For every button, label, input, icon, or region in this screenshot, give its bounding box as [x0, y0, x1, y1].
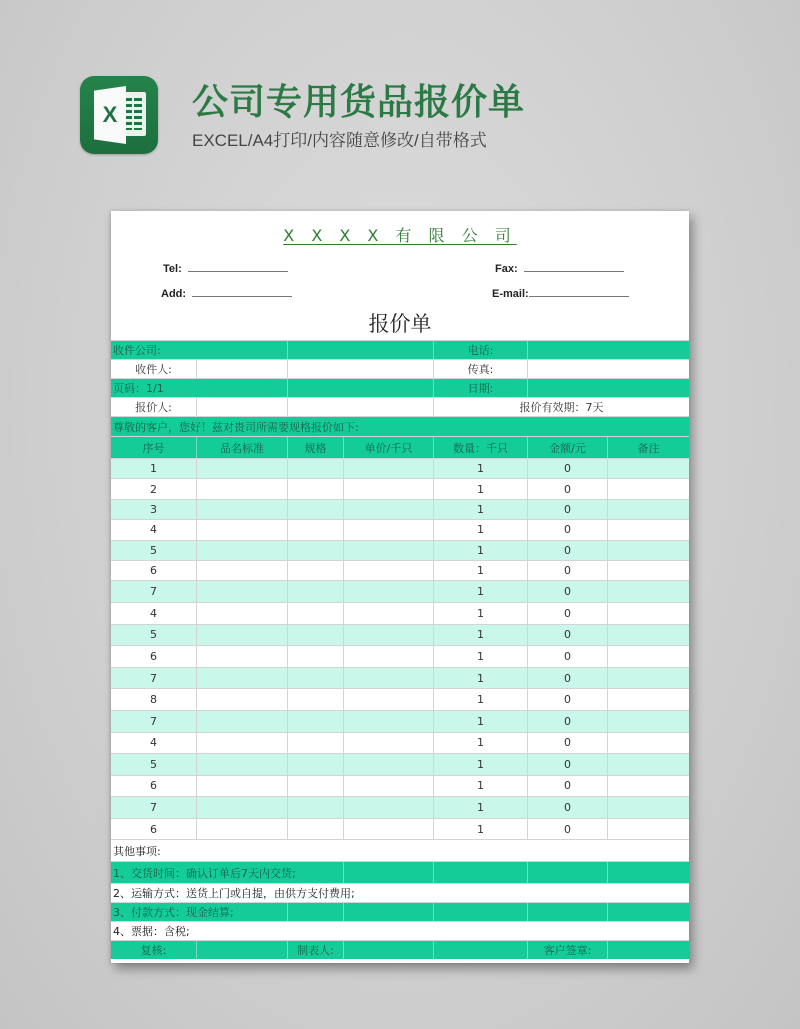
cell-qty[interactable]: 1	[433, 754, 527, 775]
cell-price[interactable]	[343, 711, 433, 732]
note-row-3	[111, 902, 689, 921]
cell-note[interactable]	[607, 797, 689, 818]
cell-no: 2	[150, 482, 157, 496]
cell-note[interactable]	[607, 668, 689, 689]
cell-no: 7	[150, 801, 157, 815]
cell-spec[interactable]	[287, 776, 343, 797]
review-value[interactable]	[196, 941, 287, 959]
greeting-text: 尊敬的客户，您好！兹对贵司所需要规格报价如下:	[113, 420, 359, 434]
table-row	[111, 645, 689, 667]
note-row-4	[111, 921, 689, 940]
cell-spec[interactable]	[287, 561, 343, 580]
col-header-qty: 数量：千只	[433, 437, 527, 458]
cell-amount: 0	[527, 581, 607, 602]
cell-name[interactable]	[196, 459, 287, 478]
cell-spec[interactable]	[287, 819, 343, 840]
col-header-note: 备注	[607, 437, 689, 458]
cell-name[interactable]	[196, 733, 287, 754]
table-row	[111, 688, 689, 710]
cell-name[interactable]	[196, 668, 287, 689]
cell-name[interactable]	[196, 603, 287, 624]
date-label: 日期:	[433, 379, 527, 397]
cell-name[interactable]	[196, 520, 287, 539]
cell-amount: 0	[527, 668, 607, 689]
cell-name[interactable]	[196, 819, 287, 840]
add-input-line[interactable]	[192, 286, 292, 297]
cell-no: 7	[150, 585, 157, 599]
document-title: 报价单	[368, 312, 432, 336]
quotation-table	[111, 340, 689, 959]
note-cell	[607, 862, 689, 883]
table-header-row	[111, 436, 689, 458]
customer-seal-label: 客户签章:	[527, 941, 607, 959]
recipient-label: 收件人:	[135, 363, 172, 376]
cell-spec[interactable]	[287, 733, 343, 754]
cell-spec[interactable]	[287, 500, 343, 519]
cell-name[interactable]	[196, 776, 287, 797]
company-name	[111, 223, 689, 246]
cell-note[interactable]	[607, 646, 689, 667]
cell-note[interactable]	[607, 581, 689, 602]
cell-amount: 0	[527, 625, 607, 646]
cell-note[interactable]	[607, 689, 689, 710]
cell-note[interactable]	[607, 520, 689, 539]
table-row	[111, 710, 689, 732]
recipient-company-value[interactable]	[287, 341, 433, 359]
cell-price[interactable]	[343, 797, 433, 818]
cell-amount: 0	[527, 520, 607, 539]
cell-note[interactable]	[607, 541, 689, 560]
cell-name[interactable]	[196, 754, 287, 775]
quoter-label: 报价人:	[135, 401, 172, 414]
cell-amount: 0	[527, 819, 607, 840]
cell-amount: 0	[527, 646, 607, 667]
note-cell	[433, 903, 527, 921]
cell-no: 6	[150, 564, 157, 578]
cell-note[interactable]	[607, 754, 689, 775]
cell-qty[interactable]: 1	[433, 541, 527, 560]
cell-qty[interactable]: 1	[433, 479, 527, 498]
cell-no: 4	[150, 606, 157, 620]
cell-amount: 0	[527, 479, 607, 498]
col-header-amount: 金额/元	[527, 437, 607, 458]
email-label: E-mail:	[492, 288, 529, 300]
cell-amount: 0	[527, 541, 607, 560]
table-row	[111, 602, 689, 624]
add-label: Add:	[161, 288, 187, 300]
note-cell	[343, 903, 433, 921]
quoter-value[interactable]	[196, 398, 287, 416]
col-header-price: 单价/千只	[343, 437, 433, 458]
phone-value[interactable]	[527, 341, 689, 359]
cell-price[interactable]	[343, 819, 433, 840]
cell-no: 5	[150, 757, 157, 771]
cell-note[interactable]	[607, 776, 689, 797]
cell-note[interactable]	[607, 819, 689, 840]
add-field[interactable]	[161, 286, 292, 300]
cell-spec[interactable]	[287, 541, 343, 560]
note-cell	[607, 903, 689, 921]
cell-price[interactable]	[343, 668, 433, 689]
col-header-spec: 规格	[287, 437, 343, 458]
preparer-label: 制表人:	[287, 941, 343, 959]
cell-qty[interactable]: 1	[433, 646, 527, 667]
cell-price[interactable]	[343, 520, 433, 539]
cell-no: 8	[150, 693, 157, 707]
cell-price[interactable]	[343, 776, 433, 797]
cell-note[interactable]	[607, 625, 689, 646]
note-cell	[287, 903, 343, 921]
cell-qty[interactable]: 1	[433, 625, 527, 646]
cell-name[interactable]	[196, 541, 287, 560]
cell-no: 7	[150, 714, 157, 728]
fax-info-label: 传真:	[433, 360, 527, 378]
signature-row	[111, 940, 689, 959]
email-input-line[interactable]	[529, 286, 629, 297]
cell-qty[interactable]: 1	[433, 603, 527, 624]
table-row	[111, 458, 689, 478]
cell-price[interactable]	[343, 754, 433, 775]
cell-no: 6	[150, 649, 157, 663]
cell-spec[interactable]	[287, 754, 343, 775]
cell-qty[interactable]: 1	[433, 668, 527, 689]
note-cell	[527, 862, 607, 883]
note-cell	[527, 903, 607, 921]
table-row	[111, 580, 689, 602]
company-name-text: X X X X 有 限 公 司	[283, 226, 517, 245]
note-delivery: 1、交货时间：确认订单后7天内交货;	[113, 866, 296, 880]
cell-no: 4	[150, 523, 157, 537]
cell-price[interactable]	[343, 625, 433, 646]
notes-heading: 其他事项:	[113, 844, 161, 858]
cell-spec[interactable]	[287, 797, 343, 818]
note-row-1	[111, 861, 689, 883]
cell-spec[interactable]	[287, 711, 343, 732]
cell-amount: 0	[527, 797, 607, 818]
cell-spec[interactable]	[287, 625, 343, 646]
cell-qty[interactable]: 1	[433, 459, 527, 478]
info-row-recipient	[111, 359, 689, 378]
cell-price[interactable]	[343, 541, 433, 560]
cell-amount: 0	[527, 603, 607, 624]
customer-seal-value[interactable]	[607, 941, 689, 959]
cell-qty[interactable]: 1	[433, 797, 527, 818]
cell-amount: 0	[527, 711, 607, 732]
table-body	[111, 458, 689, 839]
cell-price[interactable]	[343, 646, 433, 667]
cell-name[interactable]	[196, 561, 287, 580]
table-row	[111, 732, 689, 754]
cell-no: 6	[150, 779, 157, 793]
phone-label: 电话:	[433, 341, 527, 359]
cell-amount: 0	[527, 689, 607, 710]
cell-price[interactable]	[343, 561, 433, 580]
cell-name[interactable]	[196, 711, 287, 732]
cell-name[interactable]	[196, 479, 287, 498]
cell-qty[interactable]: 1	[433, 500, 527, 519]
cell-no: 6	[150, 822, 157, 836]
info-row-page	[111, 378, 689, 397]
fax-label: Fax:	[495, 263, 518, 275]
cell-qty[interactable]: 1	[433, 733, 527, 754]
fax-field[interactable]	[495, 261, 624, 275]
table-row	[111, 753, 689, 775]
cell-qty[interactable]: 1	[433, 711, 527, 732]
col-header-name: 品名标准	[196, 437, 287, 458]
cell-note[interactable]	[607, 479, 689, 498]
cell-spec[interactable]	[287, 646, 343, 667]
quoter-value-ext[interactable]	[287, 398, 433, 416]
page-number: 页码：1/1	[113, 382, 164, 395]
note-payment: 3、付款方式：现金结算;	[113, 906, 234, 920]
tel-label: Tel:	[163, 263, 182, 275]
table-row	[111, 775, 689, 797]
fax-info-value[interactable]	[527, 360, 689, 378]
cell-spec[interactable]	[287, 668, 343, 689]
quotation-sheet	[111, 211, 689, 963]
recipient-value[interactable]	[196, 360, 287, 378]
cell-note[interactable]	[607, 603, 689, 624]
note-cell	[433, 862, 527, 883]
notes-heading-row	[111, 839, 689, 861]
info-row-company	[111, 340, 689, 359]
cell-name[interactable]	[196, 646, 287, 667]
cell-qty[interactable]: 1	[433, 581, 527, 602]
note-cell	[343, 862, 433, 883]
cell-spec[interactable]	[287, 479, 343, 498]
table-row	[111, 624, 689, 646]
col-header-no: 序号	[142, 441, 165, 455]
cell-no: 7	[150, 671, 157, 685]
table-row	[111, 796, 689, 818]
cell-amount: 0	[527, 561, 607, 580]
table-row	[111, 818, 689, 840]
greeting-row	[111, 416, 689, 436]
cell-spec[interactable]	[287, 603, 343, 624]
cell-note[interactable]	[607, 733, 689, 754]
cell-no: 1	[150, 462, 157, 476]
cell-spec[interactable]	[287, 581, 343, 602]
cell-price[interactable]	[343, 581, 433, 602]
cell-name[interactable]	[196, 581, 287, 602]
hero-banner	[80, 76, 700, 156]
cell-note[interactable]	[607, 561, 689, 580]
excel-x-glyph: X	[102, 102, 118, 127]
cell-price[interactable]	[343, 733, 433, 754]
fax-input-line[interactable]	[524, 261, 624, 272]
note-shipping: 2、运输方式：送货上门或自提，由供方支付费用;	[113, 887, 355, 901]
cell-note[interactable]	[607, 459, 689, 478]
cell-name[interactable]	[196, 625, 287, 646]
cell-note[interactable]	[607, 500, 689, 519]
review-label: 复核:	[140, 944, 167, 958]
cell-price[interactable]	[343, 603, 433, 624]
tel-field[interactable]	[163, 261, 288, 275]
hero-title: 公司专用货品报价单	[192, 82, 526, 123]
cell-spec[interactable]	[287, 520, 343, 539]
hero-subtitle: EXCEL/A4打印/内容随意修改/自带格式	[192, 131, 487, 150]
cell-no: 3	[150, 502, 157, 516]
cell-name[interactable]	[196, 500, 287, 519]
cell-amount: 0	[527, 500, 607, 519]
cell-qty[interactable]: 1	[433, 520, 527, 539]
cell-name[interactable]	[196, 689, 287, 710]
signature-spacer	[433, 941, 527, 959]
cell-spec[interactable]	[287, 459, 343, 478]
table-row	[111, 560, 689, 580]
excel-icon	[80, 76, 158, 154]
tel-input-line[interactable]	[188, 261, 288, 272]
info-row-quoter	[111, 397, 689, 416]
recipient-value-ext[interactable]	[287, 360, 433, 378]
cell-no: 4	[150, 736, 157, 750]
cell-price[interactable]	[343, 500, 433, 519]
cell-spec[interactable]	[287, 689, 343, 710]
cell-note[interactable]	[607, 711, 689, 732]
note-invoice: 4、票据：含税;	[113, 925, 190, 939]
cell-amount: 0	[527, 459, 607, 478]
table-row	[111, 519, 689, 539]
cell-amount: 0	[527, 754, 607, 775]
date-value[interactable]	[527, 379, 689, 397]
cell-no: 5	[150, 543, 157, 557]
table-row	[111, 478, 689, 498]
note-row-2	[111, 883, 689, 902]
cell-qty[interactable]: 1	[433, 561, 527, 580]
page-value-ext	[287, 379, 433, 397]
cell-qty[interactable]: 1	[433, 819, 527, 840]
validity-text: 报价有效期：7天	[433, 398, 689, 416]
preparer-value[interactable]	[343, 941, 433, 959]
cell-no: 5	[150, 628, 157, 642]
table-row	[111, 499, 689, 519]
table-row	[111, 540, 689, 560]
cell-price[interactable]	[343, 689, 433, 710]
cell-price[interactable]	[343, 459, 433, 478]
cell-amount: 0	[527, 733, 607, 754]
cell-qty[interactable]: 1	[433, 689, 527, 710]
table-row	[111, 667, 689, 689]
cell-amount: 0	[527, 776, 607, 797]
cell-qty[interactable]: 1	[433, 776, 527, 797]
cell-price[interactable]	[343, 479, 433, 498]
recipient-company-label: 收件公司:	[113, 344, 161, 357]
email-field[interactable]	[492, 286, 629, 300]
cell-name[interactable]	[196, 797, 287, 818]
